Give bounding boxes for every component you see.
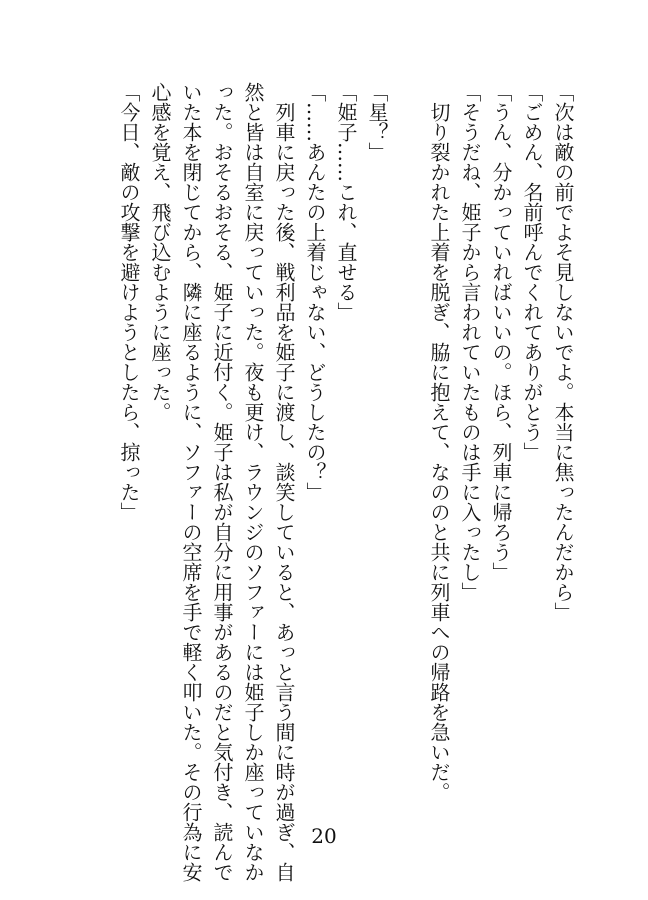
text-line: 「姫子……これ、直せる」 <box>334 82 358 322</box>
text-line: 「……あんたの上着じゃない、どうしたの？」 <box>303 82 327 502</box>
text-line: 「うん、分かっていればいいの。ほら、列車に帰ろう」 <box>489 82 513 582</box>
text-line: 「ごめん、名前呼んでくれてありがとう」 <box>520 82 544 462</box>
page-number: 20 <box>311 824 337 848</box>
text-line: 然と皆は自室に戻っていった。夜も更け、ラウンジのソファーには姫子しか座っていなか <box>241 82 265 882</box>
blank-line <box>392 82 423 810</box>
text-line: 「次は敵の前でよそ見しないでよ。本当に焦ったんだから」 <box>551 82 575 622</box>
text-line: 「今日、敵の攻撃を避けようとしたら、掠った」 <box>117 82 141 522</box>
text-line: 切り裂かれた上着を脱ぎ、脇に抱えて、なののと共に列車への帰路を急いだ。 <box>427 82 451 802</box>
text-line: 列車に戻った後、戦利品を姫子に渡し、談笑していると、あっと言う間に時が過ぎ、自 <box>272 82 296 882</box>
text-line: 心感を覚え、飛び込むように座った。 <box>148 82 172 422</box>
text-line: 「星？」 <box>365 82 389 162</box>
text-line: いた本を閉じてから、隣に座るように、ソファーの空席を手で軽く叩いた。その行為に安 <box>179 82 203 882</box>
text-line: 「そうだね、姫子から言われていたものは手に入ったし」 <box>458 82 482 602</box>
text-line: った。おそるおそる、姫子に近付く。姫子は私が自分に用事があるのだと気付き、読んで <box>210 82 234 882</box>
